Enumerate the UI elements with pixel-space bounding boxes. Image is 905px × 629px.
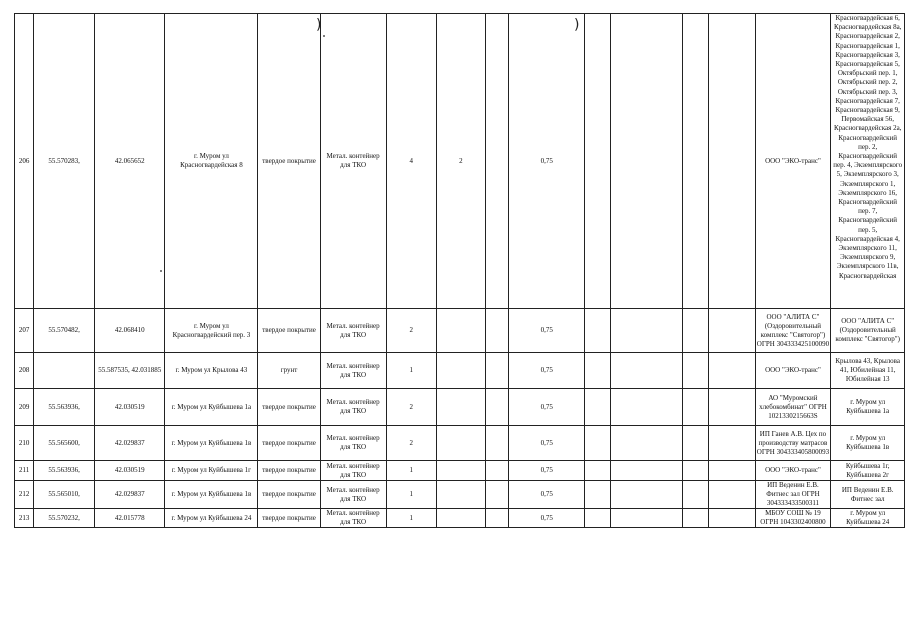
cell-c1: 2: [386, 309, 436, 353]
cell-f4: [708, 481, 755, 509]
table-row: [15, 389, 905, 426]
cell-surface: грунт: [258, 353, 320, 389]
cell-owner: ООО "АЛИТА С" (Оздоровительный комплекс "Святогор") ОГРН 304333425100090: [755, 309, 831, 353]
cell-f3: [682, 461, 708, 481]
cell-container: Метал. контейнер для ТКО: [320, 509, 386, 528]
cell-id: 206: [15, 14, 34, 309]
cell-f2: [610, 461, 682, 481]
table-row: [15, 509, 905, 528]
cell-f4: [708, 509, 755, 528]
cell-id: 210: [15, 426, 34, 461]
cell-owner: ООО "ЭКО-транс": [755, 14, 831, 309]
cell-c1: 2: [386, 389, 436, 426]
cell-volume: 0,75: [509, 461, 585, 481]
cell-lat: 55.570482,: [34, 309, 95, 353]
cell-id: 209: [15, 389, 34, 426]
cell-lon: 55.587535, 42.031885: [94, 353, 164, 389]
cell-f1: [585, 309, 610, 353]
cell-container: Метал. контейнер для ТКО: [320, 461, 386, 481]
cell-owner: ИП Веденин Е.В. Фитнес зал ОГРН 304333433500311: [755, 481, 831, 509]
cell-address: г. Муром ул Красногвардейский пер. 3: [165, 309, 258, 353]
table-row: [15, 353, 905, 389]
cell-lon: 42.065652: [94, 14, 164, 309]
cell-lat: [34, 353, 95, 389]
cell-address: г. Муром ул Крылова 43: [165, 353, 258, 389]
cell-c3: [485, 14, 508, 309]
cell-served: Куйбышева 1г, Куйбышева 2г: [831, 461, 905, 481]
cell-c1: 2: [386, 426, 436, 461]
scan-artifact-dot: [160, 270, 162, 272]
cell-id: 213: [15, 509, 34, 528]
cell-id: 207: [15, 309, 34, 353]
cell-lat: 55.565010,: [34, 481, 95, 509]
cell-surface: твердое покрытие: [258, 461, 320, 481]
cell-c2: [437, 509, 486, 528]
cell-c2: [437, 426, 486, 461]
cell-id: 208: [15, 353, 34, 389]
cell-f2: [610, 353, 682, 389]
cell-lon: 42.030519: [94, 389, 164, 426]
cell-owner: ИП Ганев А.В. Цех по производству матрасов ОГРН 304333405800093: [755, 426, 831, 461]
cell-f3: [682, 14, 708, 309]
cell-served: г. Муром ул Куйбышева 24: [831, 509, 905, 528]
cell-served: ИП Веденин Е.В. Фитнес зал: [831, 481, 905, 509]
cell-address: г. Муром ул Куйбышева 1а: [165, 389, 258, 426]
cell-address: г. Муром ул Куйбышева 1г: [165, 461, 258, 481]
cell-owner: ООО "ЭКО-транс": [755, 461, 831, 481]
cell-surface: твердое покрытие: [258, 426, 320, 461]
cell-surface: твердое покрытие: [258, 509, 320, 528]
cell-container: Метал. контейнер для ТКО: [320, 426, 386, 461]
cell-f1: [585, 389, 610, 426]
cell-address: г. Муром ул Куйбышева 24: [165, 509, 258, 528]
cell-f2: [610, 309, 682, 353]
cell-surface: твердое покрытие: [258, 14, 320, 309]
cell-surface: твердое покрытие: [258, 481, 320, 509]
cell-c3: [485, 426, 508, 461]
cell-lon: 42.030519: [94, 461, 164, 481]
cell-volume: 0,75: [509, 309, 585, 353]
cell-f1: [585, 481, 610, 509]
cell-c3: [485, 509, 508, 528]
cell-f4: [708, 353, 755, 389]
cell-f3: [682, 481, 708, 509]
table-row: [15, 309, 905, 353]
cell-container: Метал. контейнер для ТКО: [320, 14, 386, 309]
cell-address: г. Муром ул Куйбышева 1в: [165, 426, 258, 461]
table-body: [15, 14, 905, 528]
cell-f4: [708, 309, 755, 353]
table-row: [15, 426, 905, 461]
cell-surface: твердое покрытие: [258, 389, 320, 426]
cell-f4: [708, 14, 755, 309]
cell-f4: [708, 389, 755, 426]
cell-lat: 55.563936,: [34, 461, 95, 481]
cell-c3: [485, 389, 508, 426]
cell-served: г. Муром ул Куйбышева 1а: [831, 389, 905, 426]
cell-volume: 0,75: [509, 481, 585, 509]
cell-served: Крылова 43, Крылова 41, Юбилейная 11, Юбилейная 13: [831, 353, 905, 389]
cell-served: г. Муром ул Куйбышева 1в: [831, 426, 905, 461]
cell-volume: 0,75: [509, 509, 585, 528]
cell-f1: [585, 509, 610, 528]
cell-owner: АО "Муромский хлебокомбинат" ОГРН 1021330215663S: [755, 389, 831, 426]
cell-address: г. Муром ул Красногвардейская 8: [165, 14, 258, 309]
cell-f1: [585, 14, 610, 309]
cell-f1: [585, 461, 610, 481]
cell-c1: 1: [386, 461, 436, 481]
cell-id: 211: [15, 461, 34, 481]
cell-owner: МБОУ СОШ № 19 ОГРН 1043302400800: [755, 509, 831, 528]
cell-id: 212: [15, 481, 34, 509]
cell-c2: 2: [437, 14, 486, 309]
cell-f3: [682, 509, 708, 528]
cell-volume: 0,75: [509, 14, 585, 309]
cell-f2: [610, 14, 682, 309]
cell-container: Метал. контейнер для ТКО: [320, 309, 386, 353]
cell-c2: [437, 309, 486, 353]
cell-c1: 1: [386, 353, 436, 389]
scan-artifact-mark: ): [316, 17, 322, 33]
cell-volume: 0,75: [509, 426, 585, 461]
cell-f4: [708, 461, 755, 481]
cell-c3: [485, 353, 508, 389]
cell-c3: [485, 481, 508, 509]
cell-f2: [610, 389, 682, 426]
scan-artifact-mark: ): [574, 17, 580, 33]
cell-c3: [485, 309, 508, 353]
cell-volume: 0,75: [509, 353, 585, 389]
cell-f3: [682, 309, 708, 353]
cell-lat: 55.563936,: [34, 389, 95, 426]
cell-lat: 55.570232,: [34, 509, 95, 528]
cell-f1: [585, 426, 610, 461]
cell-f2: [610, 481, 682, 509]
cell-c3: [485, 461, 508, 481]
cell-f3: [682, 353, 708, 389]
cell-f3: [682, 389, 708, 426]
cell-served: Красногвардейская 6, Красногвардейская 8а, Красногвардейская 2, Красногвардейская 1, Красногвардейская 3, Красногвардейская 5, Октябрьский пер. 1, Октябрьский пер. 2, Октябрьский пер. 3, Красногвардейская 7, Красногвардейская 9, Первомайская 56, Красногвардейская 2а, Красногвардейский пер. 2, Красногвардейский пер. 4, Экземплярского 5, Экземплярского 3, Экземплярского 1, Экземплярского 16, Красногвардейский пер. 7, Красногвардейский пер. 5, Красногвардейская 4, Экземплярского 11, Экземплярского 9, Экземплярского 11в, Красногвардейская: [831, 14, 905, 309]
cell-container: Метал. контейнер для ТКО: [320, 389, 386, 426]
scan-artifact-dot: [323, 35, 325, 37]
cell-c2: [437, 461, 486, 481]
registry-table: [14, 13, 905, 528]
cell-c1: 4: [386, 14, 436, 309]
cell-lat: 55.570283,: [34, 14, 95, 309]
cell-owner: ООО "ЭКО-транс": [755, 353, 831, 389]
cell-f3: [682, 426, 708, 461]
cell-lat: 55.565600,: [34, 426, 95, 461]
cell-f4: [708, 426, 755, 461]
cell-f2: [610, 509, 682, 528]
cell-lon: 42.068410: [94, 309, 164, 353]
cell-f1: [585, 353, 610, 389]
cell-c2: [437, 481, 486, 509]
cell-surface: твердое покрытие: [258, 309, 320, 353]
cell-container: Метал. контейнер для ТКО: [320, 481, 386, 509]
cell-f2: [610, 426, 682, 461]
cell-c1: 1: [386, 509, 436, 528]
cell-lon: 42.029837: [94, 481, 164, 509]
cell-volume: 0,75: [509, 389, 585, 426]
cell-container: Метал. контейнер для ТКО: [320, 353, 386, 389]
cell-lon: 42.015778: [94, 509, 164, 528]
cell-served: ООО "АЛИТА С" (Оздоровительный комплекс "Святогор"): [831, 309, 905, 353]
cell-lon: 42.029837: [94, 426, 164, 461]
cell-c2: [437, 353, 486, 389]
cell-c1: 1: [386, 481, 436, 509]
table-row: [15, 461, 905, 481]
table-row: [15, 481, 905, 509]
cell-address: г. Муром ул Куйбышева 1в: [165, 481, 258, 509]
cell-c2: [437, 389, 486, 426]
table-row: [15, 14, 905, 309]
